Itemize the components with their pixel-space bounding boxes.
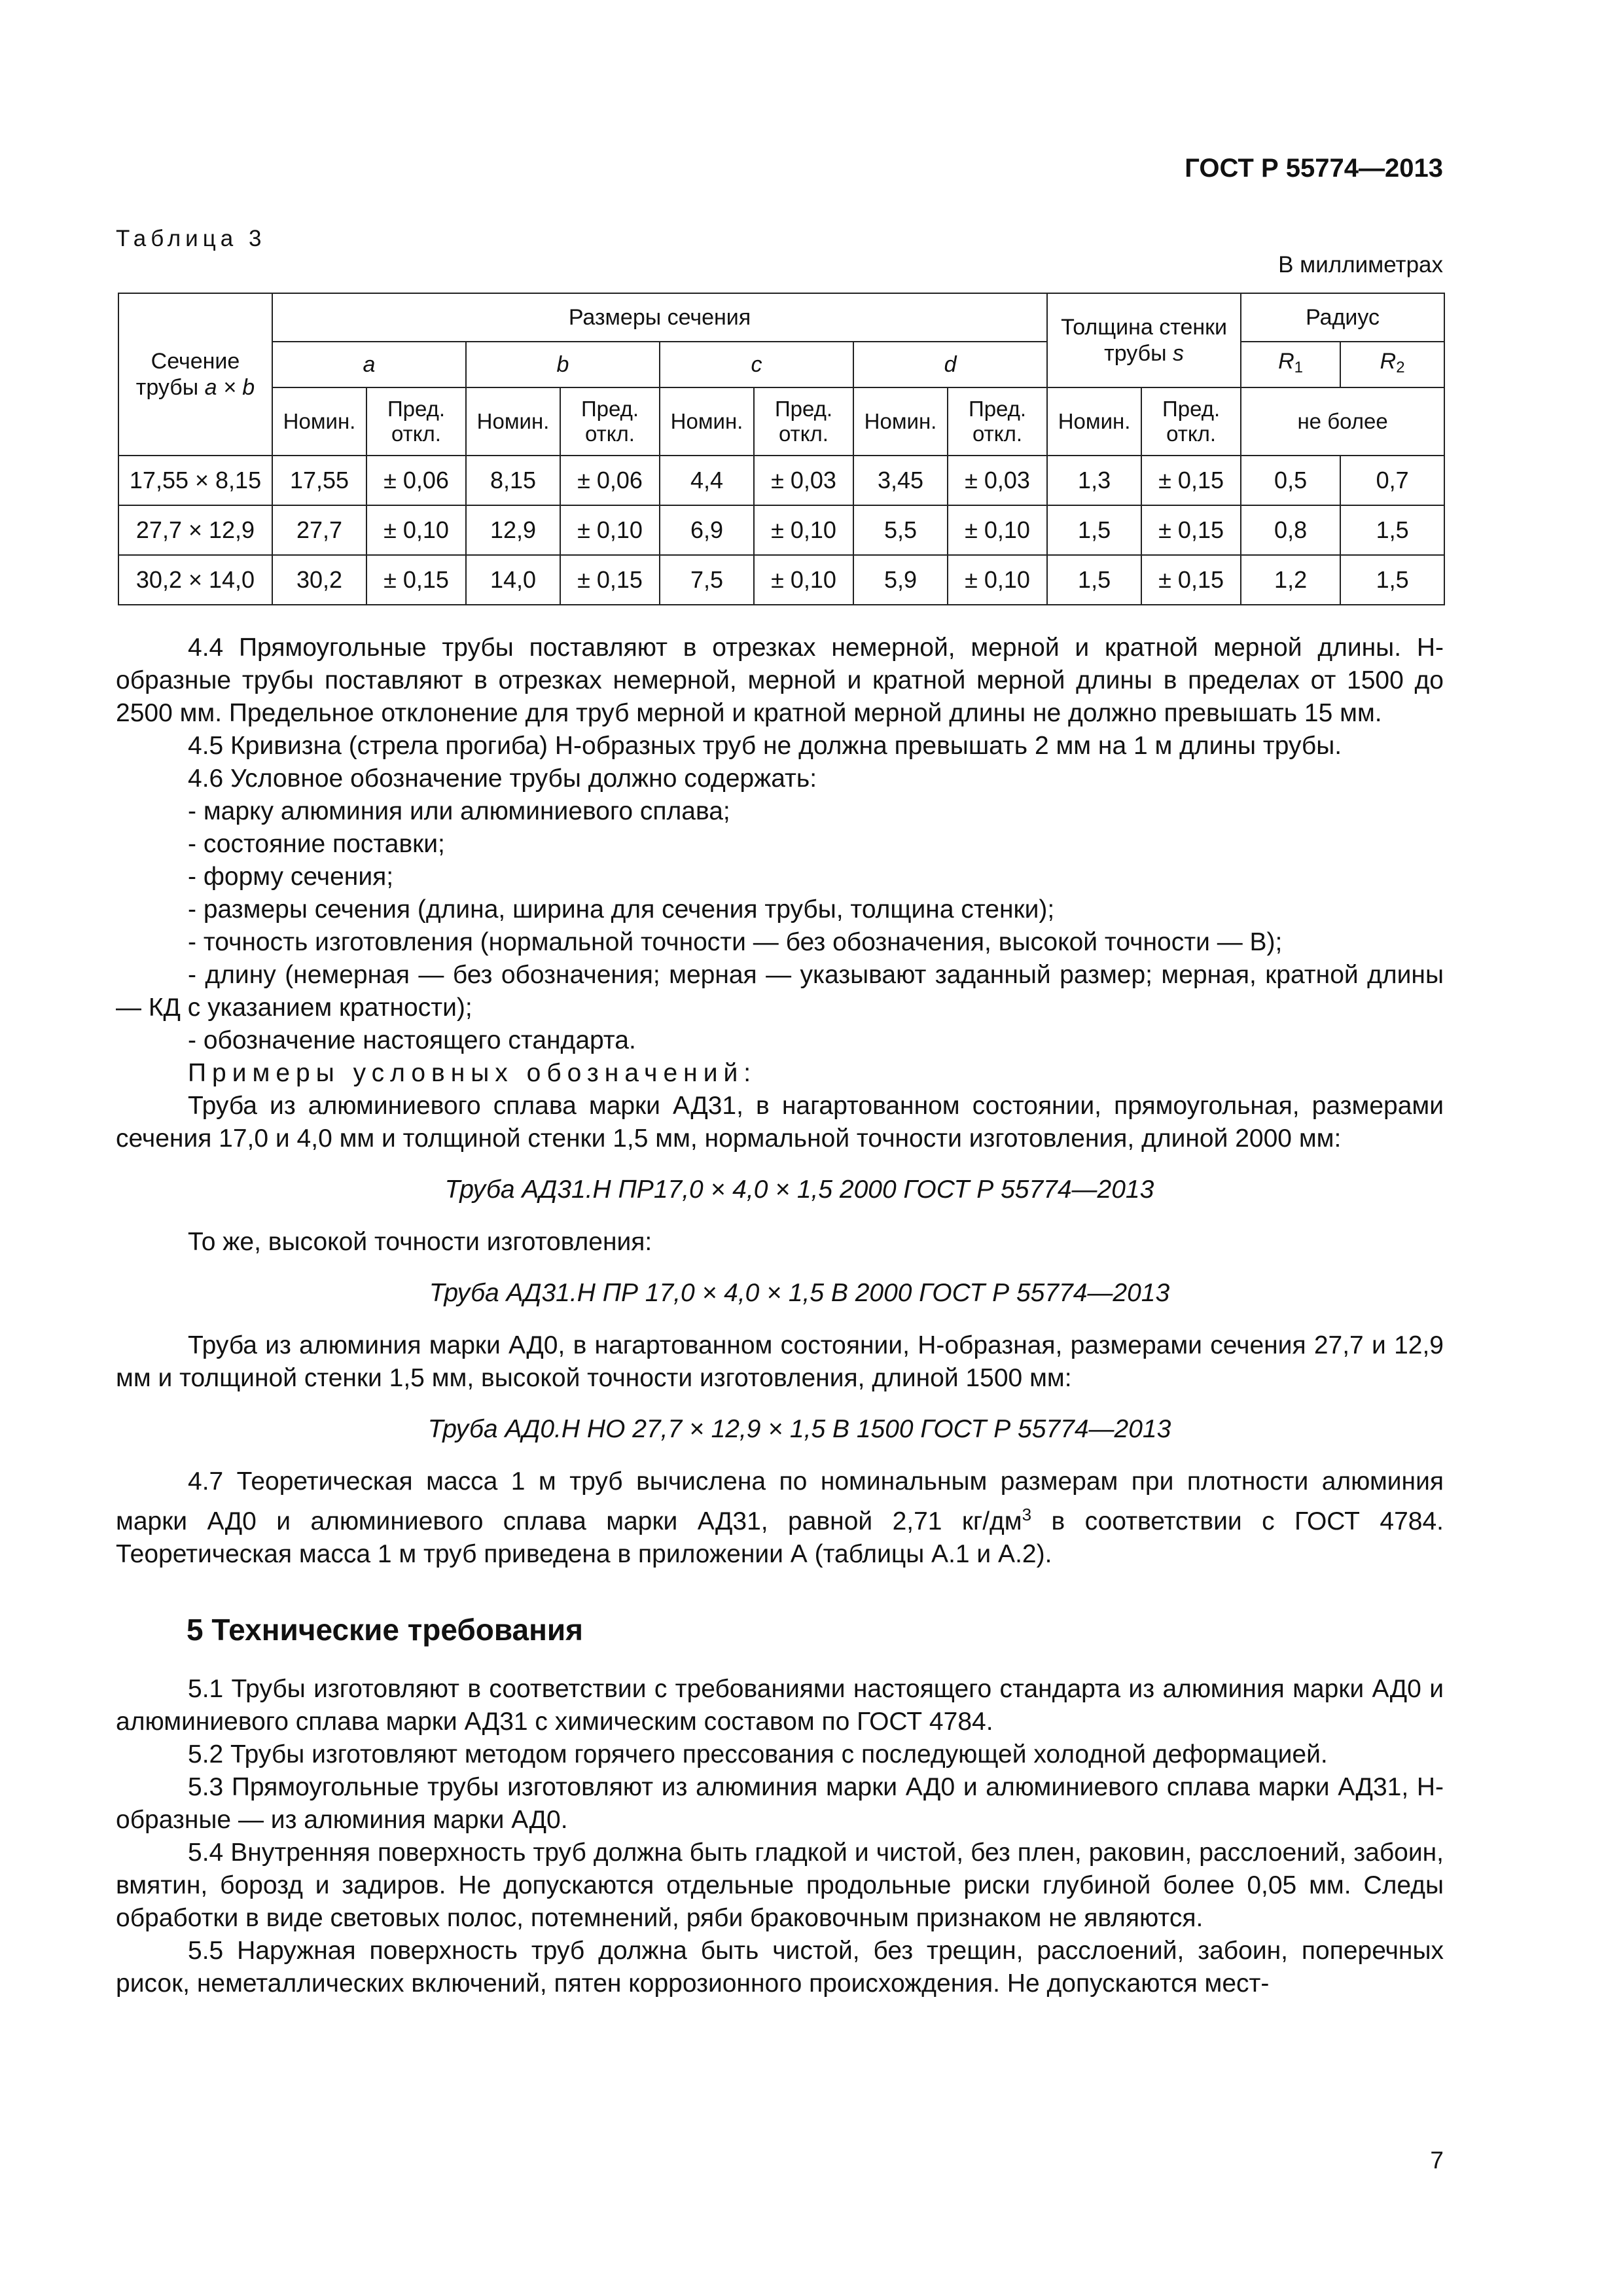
table-cell: 30,2 — [272, 555, 366, 605]
table-cell: 0,5 — [1241, 456, 1340, 505]
header-c — [660, 342, 853, 387]
list-item: - длину (немерная — без обозначения; мерная — указывают заданный размер; мерная, кратной длины — КД с указанием кратности); — [116, 961, 1444, 1022]
table-cell: 1,5 — [1047, 505, 1141, 555]
table-row — [118, 456, 1444, 505]
table-cell: ± 0,03 — [948, 456, 1047, 505]
header-section-label: Сечение трубы — [135, 349, 240, 400]
header-section-dims: Размеры сечения — [272, 293, 1047, 342]
table-cell: 5,5 — [853, 505, 948, 555]
table-cell: 0,8 — [1241, 505, 1340, 555]
table-cell: ± 0,15 — [1141, 555, 1241, 605]
section-5-title: 5 Технические требования — [187, 1613, 583, 1647]
header-section — [118, 293, 272, 456]
header-r2-sub: 2 — [1396, 359, 1405, 376]
example-1-text: Труба из алюминиевого сплава марки АД31, в нагартованном состоянии, прямоугольная, размерами сечения 17,0 и 4,0 мм и толщиной стенки 1,5 мм, нормальной точности изготовления, длиной 2000 мм: — [116, 1092, 1444, 1153]
document-header: ГОСТ Р 55774—2013 — [1185, 154, 1443, 183]
header-r1-label: R — [1278, 349, 1294, 374]
table-cell: ± 0,10 — [948, 555, 1047, 605]
paragraph-4-7-superscript: 3 — [1022, 1505, 1032, 1524]
document-body — [116, 632, 1444, 2000]
table-cell: ± 0,03 — [754, 456, 853, 505]
example-2-text: То же, высокой точности изготовления: — [188, 1228, 652, 1256]
header-tol: Пред. откл. — [754, 387, 853, 456]
header-b-label: b — [556, 352, 569, 377]
table-cell: 7,5 — [660, 555, 754, 605]
table-cell: 1,5 — [1340, 555, 1444, 605]
header-d — [853, 342, 1047, 387]
table-cell: 27,7 — [272, 505, 366, 555]
header-b — [466, 342, 660, 387]
header-section-var: a × b — [204, 375, 255, 400]
table-units: В миллиметрах — [1278, 252, 1443, 278]
paragraph-5-4: 5.4 Внутренняя поверхность труб должна быть гладкой и чистой, без плен, раковин, расслоений, забоин, вмятин, борозд и задиров. Не допускаются отдельные продольные риски глубиной более 0,05 мм. Следы обработки в виде световых полос, потемнений, ряби браковочным признаком не являются. — [116, 1839, 1444, 1932]
table-cell: ± 0,15 — [366, 555, 466, 605]
header-wall-var: s — [1173, 341, 1184, 366]
examples-heading: Примеры условных обозначений: — [188, 1059, 757, 1087]
paragraph-4-4: 4.4 Прямоугольные трубы поставляют в отрезках немерной, мерной и кратной мерной длины. Н-образные трубы поставляют в отрезках немерной, мерной и кратной мерной длины в пределах от 1500 до 2500 мм. Предельное отклонение для труб мерной и кратной мерной длины не должно превышать 15 мм. — [116, 634, 1444, 727]
example-3-text: Труба из алюминия марки АД0, в нагартованном состоянии, Н-образная, размерами сечения 27,7 и 12,9 мм и толщиной стенки 1,5 мм, высокой точности изготовления, длиной 1500 мм: — [116, 1331, 1444, 1392]
paragraph-5-2: 5.2 Трубы изготовляют методом горячего прессования с последующей холодной деформацией. — [188, 1740, 1328, 1768]
table-cell: ± 0,06 — [560, 456, 660, 505]
table-cell: ± 0,10 — [948, 505, 1047, 555]
header-max: не более — [1241, 387, 1444, 456]
table-cell: ± 0,10 — [560, 505, 660, 555]
paragraph-5-1: 5.1 Трубы изготовляют в соответствии с требованиями настоящего стандарта из алюминия марки АД0 и алюминиевого сплава марки АД31 с химическим составом по ГОСТ 4784. — [116, 1675, 1444, 1736]
table-cell: 27,7 × 12,9 — [118, 505, 272, 555]
header-r1 — [1241, 342, 1340, 387]
table-cell: 30,2 × 14,0 — [118, 555, 272, 605]
table-cell: ± 0,10 — [366, 505, 466, 555]
header-tol: Пред. откл. — [1141, 387, 1241, 456]
list-item: - состояние поставки; — [188, 830, 445, 858]
header-tol: Пред. откл. — [948, 387, 1047, 456]
header-r1-sub: 1 — [1294, 359, 1304, 376]
table-cell: 4,4 — [660, 456, 754, 505]
table-cell: 1,5 — [1047, 555, 1141, 605]
dimensions-table — [118, 293, 1445, 605]
table-cell: 17,55 × 8,15 — [118, 456, 272, 505]
table-row — [118, 555, 1444, 605]
header-r2-label: R — [1380, 349, 1397, 374]
header-radius: Радиус — [1241, 293, 1444, 342]
header-nomin: Номин. — [272, 387, 366, 456]
table-cell: 1,2 — [1241, 555, 1340, 605]
header-c-label: c — [751, 352, 762, 377]
table-cell: 8,15 — [466, 456, 560, 505]
header-wall-label: Толщина стенки трубы — [1061, 315, 1228, 366]
header-nomin: Номин. — [466, 387, 560, 456]
example-3-code: Труба АД0.Н НО 27,7 × 12,9 × 1,5 В 1500 ГОСТ Р 55774—2013 — [427, 1415, 1171, 1443]
table-cell: ± 0,15 — [560, 555, 660, 605]
example-1-code: Труба АД31.Н ПР17,0 × 4,0 × 1,5 2000 ГОСТ Р 55774—2013 — [444, 1175, 1154, 1204]
table-cell: 14,0 — [466, 555, 560, 605]
paragraph-4-7-part-b: в соответствии с ГОСТ 4784. Теоретическая масса 1 м труб приведена в приложении А (таблицы А.1 и А.2). — [116, 1507, 1444, 1568]
paragraph-5-3: 5.3 Прямоугольные трубы изготовляют из алюминия марки АД0 и алюминиевого сплава марки АД31, Н-образные — из алюминия марки АД0. — [116, 1773, 1444, 1834]
table-cell: 3,45 — [853, 456, 948, 505]
list-item: - точность изготовления (нормальной точности — без обозначения, высокой точности — В); — [188, 928, 1283, 956]
example-2-code: Труба АД31.Н ПР 17,0 × 4,0 × 1,5 В 2000 ГОСТ Р 55774—2013 — [429, 1279, 1170, 1307]
page-number: 7 — [1430, 2147, 1444, 2174]
table-cell: 5,9 — [853, 555, 948, 605]
table-cell: ± 0,10 — [754, 555, 853, 605]
table-cell: ± 0,15 — [1141, 505, 1241, 555]
list-item: - марку алюминия или алюминиевого сплава; — [188, 797, 730, 825]
header-nomin: Номин. — [660, 387, 754, 456]
table-cell: 1,5 — [1340, 505, 1444, 555]
list-item: - размеры сечения (длина, ширина для сечения трубы, толщина стенки); — [188, 895, 1055, 924]
table-cell: 6,9 — [660, 505, 754, 555]
paragraph-4-7-part-a: 4.7 Теоретическая масса 1 м труб вычислена по номинальным размерам при плотности алюминия марки АД0 и алюминиевого сплава марки АД31, равной 2,71 кг/дм — [116, 1467, 1444, 1535]
header-r2 — [1340, 342, 1444, 387]
table-cell: ± 0,10 — [754, 505, 853, 555]
paragraph-5-5: 5.5 Наружная поверхность труб должна быть чистой, без трещин, расслоений, забоин, поперечных рисок, неметаллических включений, пятен коррозионного происхождения. Не допускаются мест- — [116, 1937, 1444, 1998]
table-cell: ± 0,15 — [1141, 456, 1241, 505]
table-cell: ± 0,06 — [366, 456, 466, 505]
table-cell: 1,3 — [1047, 456, 1141, 505]
header-nomin: Номин. — [1047, 387, 1141, 456]
paragraph-4-7 — [116, 1465, 1444, 1571]
paragraph-4-6: 4.6 Условное обозначение трубы должно содержать: — [188, 764, 817, 793]
paragraph-4-5: 4.5 Кривизна (стрела прогиба) Н-образных труб не должна превышать 2 мм на 1 м длины трубы. — [188, 732, 1342, 760]
header-tol: Пред. откл. — [560, 387, 660, 456]
table-row — [118, 505, 1444, 555]
table-cell: 0,7 — [1340, 456, 1444, 505]
list-item: - обозначение настоящего стандарта. — [188, 1026, 636, 1054]
header-wall — [1047, 293, 1241, 387]
table-cell: 17,55 — [272, 456, 366, 505]
header-tol: Пред. откл. — [366, 387, 466, 456]
table-cell: 12,9 — [466, 505, 560, 555]
header-a-label: a — [363, 352, 376, 377]
list-item: - форму сечения; — [188, 863, 394, 891]
table-caption: Таблица 3 — [116, 226, 266, 251]
header-a — [272, 342, 466, 387]
header-d-label: d — [944, 352, 957, 377]
header-nomin: Номин. — [853, 387, 948, 456]
